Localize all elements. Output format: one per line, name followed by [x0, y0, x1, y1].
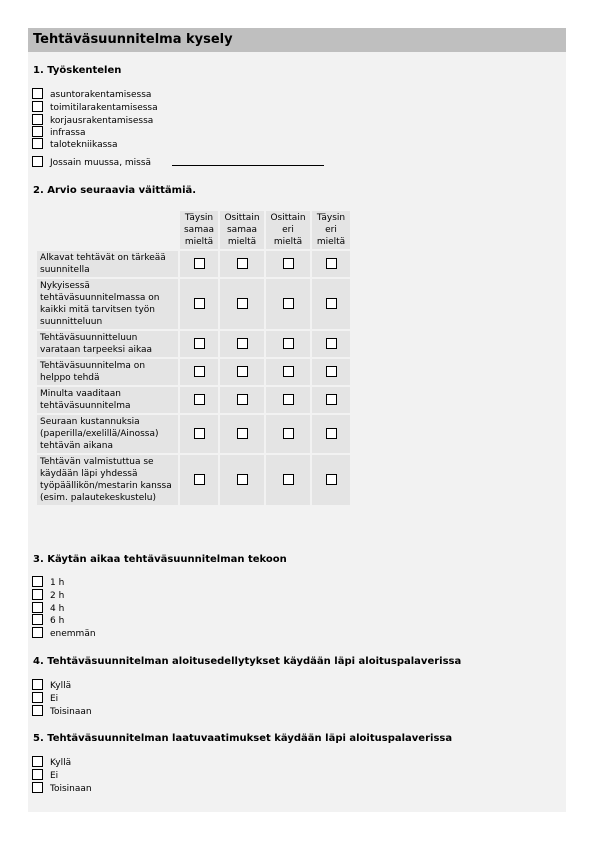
statement: Minulta vaaditaan tehtäväsuunnitelma	[37, 387, 178, 413]
checkbox[interactable]	[194, 338, 205, 349]
form-title: Tehtäväsuunnitelma kysely	[28, 28, 566, 52]
checkbox[interactable]	[32, 602, 43, 613]
checkbox[interactable]	[237, 258, 248, 269]
checkbox[interactable]	[194, 394, 205, 405]
checkbox[interactable]	[283, 474, 294, 485]
checkbox[interactable]	[32, 576, 43, 587]
survey-form: Tehtäväsuunnitelma kysely 1. Työskentelen asuntorakentamisessa toimitilarakentamisessa korjausrakentamisessa infrassa talotekniikassa Jossain muussa, missä 2. Arvio seuraavia väittämiä. Täysin samaa mieltä Osittain samaa mieltä Osittain eri mieltä Täysin eri mieltä Alkavat tehtävät on tärkeää suunnitella Nykyisessä tehtäväsuunnitelmassa on kaikki mitä tarvitsen työn suunnitteluun Tehtäväsuunnitteluun varataan tarpeeksi aikaa Tehtäväsuunnitelma on helppo tehdä Minulta vaaditaan tehtäväsuunnitelma Seuraan kustannuksia (paperilla/exelillä/Ainossa) tehtävän aikana Tehtävän valmistuttua se käydään läpi yhdessä työpäällikön/mestarin kanssa (esim. palautekeskustelu) 3. Käytän aikaa tehtäväsuunnitelman tekoon 1 h 2 h 4 h 6 h enemmän 4. Tehtäväsuunnitelman aloitusedellytykset käydään läpi aloituspalaverissa Kyllä Ei Toisinaan 5. Tehtäväsuunnitelman laatuvaatimukset käydään läpi aloituspalaverissa Kyllä Ei Toisinaan	[28, 28, 566, 812]
checkbox[interactable]	[32, 627, 43, 638]
table-row	[37, 251, 350, 277]
rating-table	[35, 209, 352, 507]
checkbox[interactable]	[283, 394, 294, 405]
checkbox[interactable]	[237, 298, 248, 309]
table-row	[37, 415, 350, 453]
statement: Tehtäväsuunnitteluun varataan tarpeeksi aikaa	[37, 331, 178, 357]
question-1-heading: 1. Työskentelen	[33, 65, 122, 76]
question-4-heading: 4. Tehtäväsuunnitelman aloitusedellytykset käydään läpi aloituspalaverissa	[33, 656, 462, 667]
statement: Nykyisessä tehtäväsuunnitelmassa on kaikki mitä tarvitsen työn suunnitteluun	[37, 279, 178, 329]
statement: Seuraan kustannuksia (paperilla/exelillä/Ainossa) tehtävän aikana	[37, 415, 178, 453]
table-row	[37, 279, 350, 329]
statement: Tehtävän valmistuttua se käydään läpi yhdessä työpäällikön/mestarin kanssa (esim. palautekeskustelu)	[37, 455, 178, 505]
checkbox[interactable]	[32, 756, 43, 767]
checkbox[interactable]	[194, 474, 205, 485]
checkbox[interactable]	[32, 101, 43, 112]
checkbox[interactable]	[32, 782, 43, 793]
table-header-row	[37, 211, 350, 249]
checkbox[interactable]	[237, 474, 248, 485]
checkbox[interactable]	[237, 428, 248, 439]
checkbox[interactable]	[194, 366, 205, 377]
checkbox[interactable]	[283, 258, 294, 269]
checkbox[interactable]	[326, 338, 337, 349]
checkbox[interactable]	[32, 589, 43, 600]
statement: Alkavat tehtävät on tärkeää suunnitella	[37, 251, 178, 277]
column-header: Täysin eri mieltä	[312, 211, 350, 249]
table-row	[37, 455, 350, 505]
checkbox[interactable]	[326, 428, 337, 439]
checkbox[interactable]	[32, 138, 43, 149]
checkbox[interactable]	[32, 88, 43, 99]
other-text-field[interactable]	[172, 165, 324, 166]
table-row	[37, 387, 350, 413]
checkbox[interactable]	[283, 366, 294, 377]
statement: Tehtäväsuunnitelma on helppo tehdä	[37, 359, 178, 385]
checkbox[interactable]	[194, 298, 205, 309]
checkbox[interactable]	[326, 394, 337, 405]
column-header: Osittain eri mieltä	[266, 211, 310, 249]
column-header: Osittain samaa mieltä	[220, 211, 264, 249]
checkbox[interactable]	[32, 692, 43, 703]
question-3-heading: 3. Käytän aikaa tehtäväsuunnitelman tekoon	[33, 554, 287, 565]
checkbox[interactable]	[32, 614, 43, 625]
checkbox[interactable]	[326, 258, 337, 269]
question-5-heading: 5. Tehtäväsuunnitelman laatuvaatimukset käydään läpi aloituspalaverissa	[33, 733, 453, 744]
checkbox[interactable]	[237, 366, 248, 377]
checkbox[interactable]	[326, 298, 337, 309]
checkbox[interactable]	[237, 394, 248, 405]
checkbox[interactable]	[326, 474, 337, 485]
question-2-heading: 2. Arvio seuraavia väittämiä.	[33, 185, 197, 196]
checkbox[interactable]	[283, 298, 294, 309]
checkbox[interactable]	[32, 705, 43, 716]
checkbox[interactable]	[283, 338, 294, 349]
table-row	[37, 331, 350, 357]
checkbox[interactable]	[32, 126, 43, 137]
checkbox[interactable]	[283, 428, 294, 439]
table-row	[37, 359, 350, 385]
checkbox[interactable]	[32, 114, 43, 125]
checkbox[interactable]	[32, 156, 43, 167]
column-header: Täysin samaa mieltä	[180, 211, 218, 249]
checkbox[interactable]	[32, 679, 43, 690]
checkbox[interactable]	[237, 338, 248, 349]
checkbox[interactable]	[32, 769, 43, 780]
checkbox[interactable]	[326, 366, 337, 377]
checkbox[interactable]	[194, 258, 205, 269]
checkbox[interactable]	[194, 428, 205, 439]
